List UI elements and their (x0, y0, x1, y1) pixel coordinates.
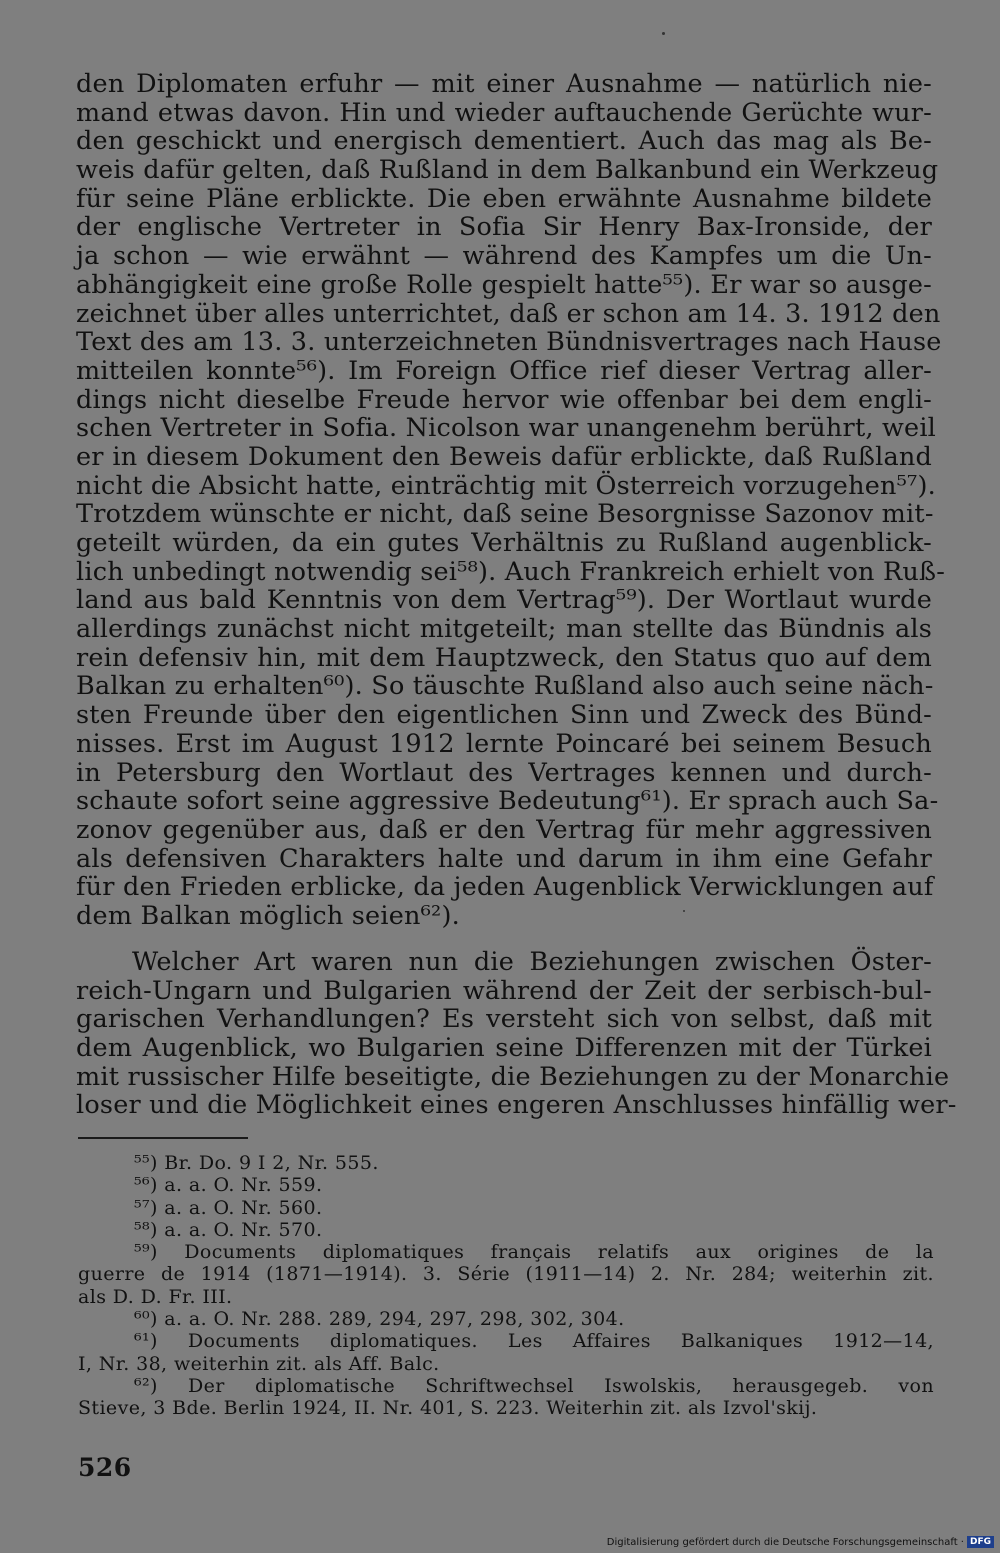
text-line: der englische Vertreter in Sofia Sir Henry Bax-Ironside, der (76, 212, 932, 243)
text-line: dings nicht dieselbe Freude hervor wie offenbar bei dem engli- (76, 384, 932, 415)
text-line: zonov gegenüber aus, daß er den Vertrag für mehr aggressiven (76, 814, 932, 845)
text-line: mand etwas davon. Hin und wieder auftauchende Gerüchte wur- (76, 97, 932, 128)
text-line: weis dafür gelten, daß Rußland in dem Balkanbund ein Werkzeug (76, 155, 939, 186)
text-line: Trotzdem wünschte er nicht, daß seine Besorgnisse Sazonov mit- (76, 499, 934, 530)
footnote-line: ⁶¹) Documents diplomatiques. Les Affaires Balkaniques 1912—14, (134, 1330, 934, 1353)
footnote-line: Stieve, 3 Bde. Berlin 1924, II. Nr. 401, S. 223. Weiterhin zit. als Izvol'skij. (78, 1397, 818, 1420)
digitization-credit (607, 1535, 994, 1549)
text-line: garischen Verhandlungen? Es versteht sich von selbst, daß mit (76, 1004, 932, 1035)
text-line: reich-Ungarn und Bulgarien während der Zeit der serbisch-bul- (76, 975, 932, 1006)
footnote-line: ⁵⁷) a. a. O. Nr. 560. (134, 1196, 323, 1219)
text-line: Welcher Art waren nun die Beziehungen zwischen Öster- (132, 947, 932, 977)
footnote-line: ⁵⁹) Documents diplomatiques français relatifs aux origines de la (134, 1241, 934, 1264)
text-line: für seine Pläne erblickte. Die eben erwähnte Ausnahme bildete (76, 183, 932, 214)
text-line: nisses. Erst im August 1912 lernte Poincaré bei seinem Besuch (76, 728, 932, 759)
footnote-line: I, Nr. 38, weiterhin zit. als Aff. Balc. (78, 1352, 440, 1375)
body-paragraph-1 (76, 69, 946, 931)
text-line: er in diesem Dokument den Beweis dafür erblickte, daß Rußland (76, 441, 932, 472)
text-line: land aus bald Kenntnis von dem Vertrag⁵⁹). Der Wortlaut wurde (76, 585, 932, 616)
footnote-line: als D. D. Fr. III. (78, 1285, 233, 1308)
text-line: zeichnet über alles unterrichtet, daß er schon am 14. 3. 1912 den (76, 298, 941, 329)
text-line: den Diplomaten erfuhr — mit einer Ausnahme — natürlich nie- (76, 69, 932, 99)
text-line: lich unbedingt notwendig sei⁵⁸). Auch Frankreich erhielt von Ruß- (76, 556, 946, 587)
footnote-line: ⁶²) Der diplomatische Schriftwechsel Iswolskis, herausgegeb. von (134, 1374, 934, 1397)
body-paragraph-2 (76, 947, 957, 1121)
footnotes (78, 1152, 934, 1420)
text-line: für den Frieden erblicke, da jeden Augenblick Verwicklungen auf (76, 872, 934, 903)
footnote-line: ⁵⁶) a. a. O. Nr. 559. (134, 1174, 323, 1197)
text-line: sten Freunde über den eigentlichen Sinn und Zweck des Bünd- (76, 700, 932, 731)
text-line: dem Balkan möglich seien⁶²). (76, 900, 460, 931)
text-line: mit russischer Hilfe beseitigte, die Beziehungen zu der Monarchie (76, 1061, 950, 1092)
text-line: ja schon — wie erwähnt — während des Kampfes um die Un- (76, 241, 932, 272)
text-line: dem Augenblick, wo Bulgarien seine Differenzen mit der Türkei (76, 1033, 932, 1064)
text-line: abhängigkeit eine große Rolle gespielt hatte⁵⁵). Er war so ausge- (76, 269, 932, 300)
footnote-line: ⁵⁵) Br. Do. 9 I 2, Nr. 555. (134, 1152, 379, 1174)
credit-text: Digitalisierung gefördert durch die Deutsche Forschungsgemeinschaft · (606, 1536, 964, 1548)
text-line: als defensiven Charakters halte und darum in ihm eine Gefahr (76, 843, 932, 874)
text-line: nicht die Absicht hatte, einträchtig mit Österreich vorzugehen⁵⁷). (76, 470, 936, 501)
footnote-divider (78, 1137, 248, 1139)
text-line: Balkan zu erhalten⁶⁰). So täuschte Rußland also auch seine näch- (76, 671, 934, 702)
footnote-line: guerre de 1914 (1871—1914). 3. Série (1911—14) 2. Nr. 284; weiterhin zit. (78, 1263, 934, 1286)
text-line: loser und die Möglichkeit eines engeren Anschlusses hinfällig wer- (76, 1090, 957, 1121)
footnote-line: ⁶⁰) a. a. O. Nr. 288. 289, 294, 297, 298, 302, 304. (134, 1308, 625, 1331)
text-line: in Petersburg den Wortlaut des Vertrages kennen und durch- (76, 757, 932, 788)
scan-speck (662, 32, 665, 35)
text-line: Text des am 13. 3. unterzeichneten Bündnisvertrages nach Hause (76, 327, 942, 358)
page-number: 526 (78, 1453, 132, 1482)
text-line: mitteilen konnte⁵⁶). Im Foreign Office rief dieser Vertrag aller- (76, 355, 932, 386)
text-line: schaute sofort seine aggressive Bedeutung⁶¹). Er sprach auch Sa- (76, 786, 939, 817)
text-line: den geschickt und energisch dementiert. Auch das mag als Be- (76, 126, 932, 157)
text-line: schen Vertreter in Sofia. Nicolson war unangenehm berührt, weil (76, 413, 937, 444)
text-line: allerdings zunächst nicht mitgeteilt; man stellte das Bündnis als (76, 614, 932, 645)
footnote-line: ⁵⁸) a. a. O. Nr. 570. (134, 1218, 323, 1241)
text-line: rein defensiv hin, mit dem Hauptzweck, den Status quo auf dem (76, 642, 932, 673)
dfg-logo: DFG (967, 1536, 994, 1548)
text-line: geteilt würden, da ein gutes Verhältnis zu Rußland augenblick- (76, 528, 932, 558)
